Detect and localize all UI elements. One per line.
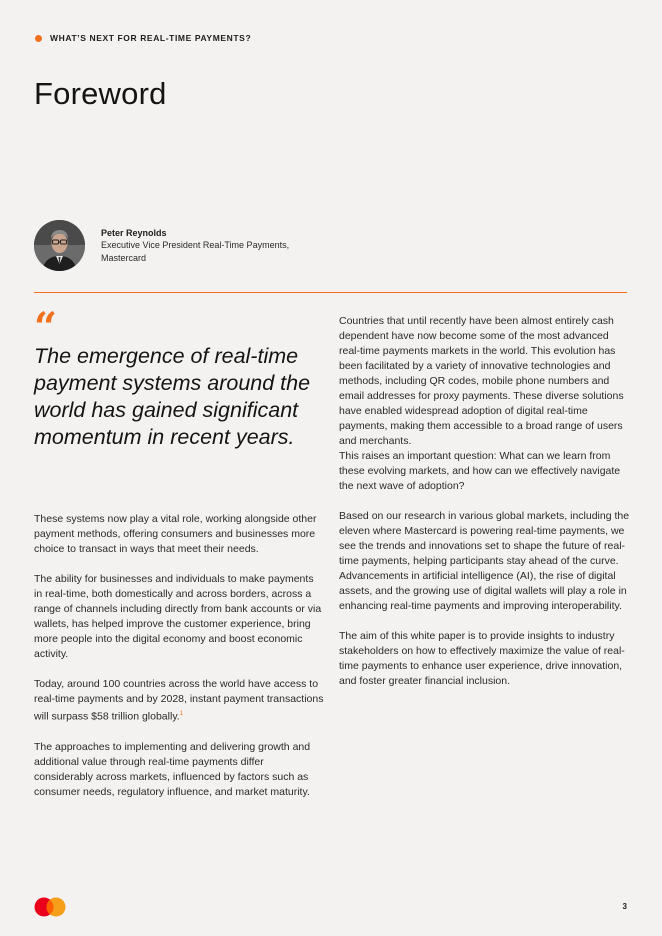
mastercard-logo-icon bbox=[34, 897, 66, 917]
paragraph: These systems now play a vital role, working alongside other payment methods, offering consumers and businesses more choice to transact in ways that meet their needs. bbox=[34, 513, 317, 555]
person-portrait-icon bbox=[34, 220, 85, 271]
paragraph: The approaches to implementing and delivering growth and additional value through real-time payments differ considerably across markets, influenced by factors such as consumer needs, regulatory influence, and market maturity. bbox=[34, 740, 311, 798]
author-info bbox=[101, 227, 289, 265]
author-role-line2: Mastercard bbox=[101, 253, 147, 263]
paragraph: Based on our research in various global markets, including the eleven where Mastercard is powering real-time payments, we see the trends and innovations set to shape the future of real-time payments, helping participants stay ahead of the curve. Advancements in artificial intelligence (AI), the rise of digital assets, and the growing use of digital wallets will play a role in enhancing real-time payments and improving interoperability. bbox=[339, 510, 630, 612]
paragraph bbox=[34, 677, 324, 725]
paragraph-text: Countries that until recently have been almost entirely cash dependent have now become some of the most advanced real-time payments markets in the world. This evolution has been facilitated by a variety of innovative technologies and methods, including QR codes, mobile phone numbers and email addresses for proxy payments. These diverse solutions have enabled widespread adoption of digital real-time payments, making them accessible to a broad range of users and merchants. bbox=[339, 315, 624, 447]
section-divider bbox=[34, 292, 627, 293]
section-label: WHAT’S NEXT FOR REAL-TIME PAYMENTS? bbox=[50, 33, 252, 43]
pull-quote: The emergence of real-time payment systems around the world has gained significant momentum in recent years. bbox=[34, 344, 311, 449]
section-header bbox=[35, 33, 251, 43]
right-column bbox=[339, 314, 631, 704]
bullet-dot-icon bbox=[35, 35, 42, 42]
author-name: Peter Reynolds bbox=[101, 228, 167, 238]
avatar bbox=[34, 220, 85, 271]
paragraph bbox=[339, 314, 631, 449]
paragraph-text: Today, around 100 countries across the world have access to real-time payments and by 2028, instant payment transactions will surpass $58 trillion globally. bbox=[34, 678, 324, 723]
author-block bbox=[34, 220, 289, 271]
footnote-ref[interactable]: 1 bbox=[179, 711, 184, 717]
author-role-line1: Executive Vice President Real-Time Payments, bbox=[101, 240, 290, 250]
paragraph: This raises an important question: What can we learn from these evolving markets, and how can we effectively navigate the next wave of adoption? bbox=[339, 450, 621, 492]
page-number: 3 bbox=[622, 902, 627, 911]
paragraph: The aim of this white paper is to provide insights to industry stakeholders on how to effectively maximize the value of real-time payments to enhance user experience, drive innovation, and foster greater financial inclusion. bbox=[339, 630, 625, 687]
quote-mark-icon: “ bbox=[34, 304, 58, 351]
page-title: Foreword bbox=[34, 76, 167, 111]
left-column bbox=[34, 512, 324, 815]
paragraph: The ability for businesses and individuals to make payments in real-time, both domestically and across borders, across a range of channels including directly from bank accounts or via wallets, has helped improve the customer experience, bring more people into the digital economy and boost economic activity. bbox=[34, 573, 322, 660]
